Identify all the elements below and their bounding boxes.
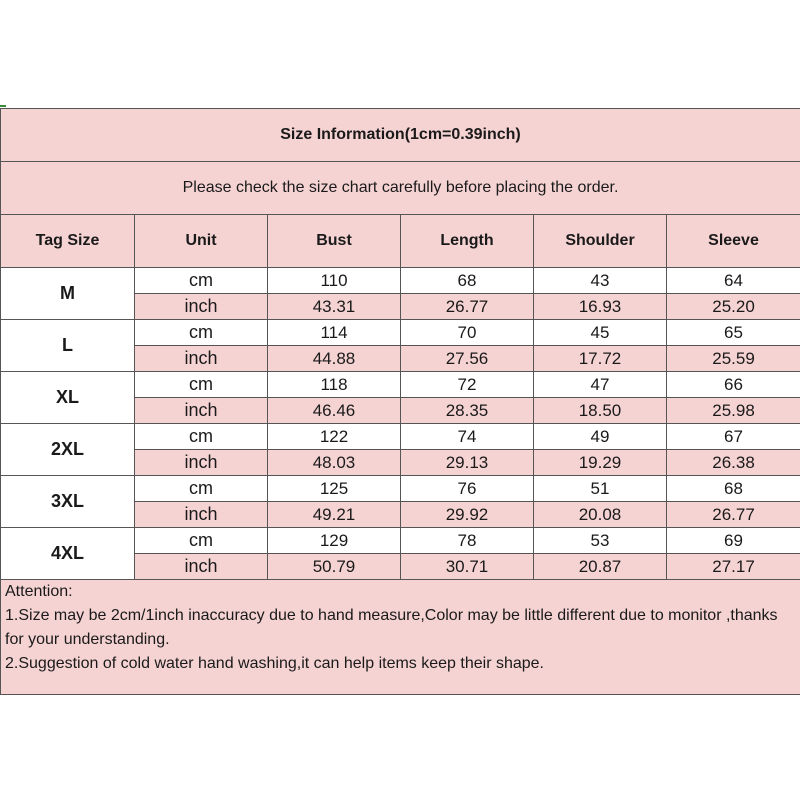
shoulder-cell: 18.50 xyxy=(534,398,667,424)
shoulder-cell: 43 xyxy=(534,268,667,294)
sleeve-cell: 69 xyxy=(667,528,800,554)
unit-cell: inch xyxy=(135,294,268,320)
sleeve-cell: 67 xyxy=(667,424,800,450)
bust-cell: 118 xyxy=(268,372,401,398)
unit-cell: cm xyxy=(135,372,268,398)
sleeve-cell: 25.98 xyxy=(667,398,800,424)
shoulder-cell: 49 xyxy=(534,424,667,450)
attention-heading: Attention: xyxy=(5,583,73,600)
shoulder-cell: 16.93 xyxy=(534,294,667,320)
length-cell: 74 xyxy=(401,424,534,450)
sleeve-cell: 26.77 xyxy=(667,502,800,528)
header-shoulder: Shoulder xyxy=(534,215,667,268)
shoulder-cell: 20.87 xyxy=(534,554,667,580)
attention-row xyxy=(1,580,800,695)
bust-cell: 129 xyxy=(268,528,401,554)
tag-size-cell: L xyxy=(1,320,135,372)
length-cell: 26.77 xyxy=(401,294,534,320)
header-unit: Unit xyxy=(135,215,268,268)
bust-cell: 44.88 xyxy=(268,346,401,372)
header-bust: Bust xyxy=(268,215,401,268)
header-length: Length xyxy=(401,215,534,268)
sleeve-cell: 66 xyxy=(667,372,800,398)
length-cell: 27.56 xyxy=(401,346,534,372)
size-row-cm xyxy=(1,268,800,294)
unit-cell: inch xyxy=(135,502,268,528)
sleeve-cell: 68 xyxy=(667,476,800,502)
attention-note-1: 1.Size may be 2cm/1inch inaccuracy due to hand measure,Color may be little different due to monitor ,thanks for your understanding. xyxy=(5,607,778,648)
unit-cell: cm xyxy=(135,320,268,346)
sleeve-cell: 64 xyxy=(667,268,800,294)
length-cell: 76 xyxy=(401,476,534,502)
size-chart-table xyxy=(0,108,800,695)
shoulder-cell: 20.08 xyxy=(534,502,667,528)
bust-cell: 43.31 xyxy=(268,294,401,320)
unit-cell: cm xyxy=(135,528,268,554)
unit-cell: inch xyxy=(135,450,268,476)
length-cell: 29.13 xyxy=(401,450,534,476)
header-row xyxy=(1,215,800,268)
length-cell: 29.92 xyxy=(401,502,534,528)
attention-note-2: 2.Suggestion of cold water hand washing,it can help items keep their shape. xyxy=(5,655,544,672)
shoulder-cell: 47 xyxy=(534,372,667,398)
bust-cell: 110 xyxy=(268,268,401,294)
unit-cell: cm xyxy=(135,424,268,450)
length-cell: 78 xyxy=(401,528,534,554)
sleeve-cell: 26.38 xyxy=(667,450,800,476)
sleeve-cell: 65 xyxy=(667,320,800,346)
top-accent-line xyxy=(0,105,6,107)
bust-cell: 114 xyxy=(268,320,401,346)
header-sleeve: Sleeve xyxy=(667,215,800,268)
bust-cell: 46.46 xyxy=(268,398,401,424)
shoulder-cell: 51 xyxy=(534,476,667,502)
chart-subtitle: Please check the size chart carefully before placing the order. xyxy=(1,162,800,215)
tag-size-cell: 2XL xyxy=(1,424,135,476)
length-cell: 28.35 xyxy=(401,398,534,424)
tag-size-cell: 4XL xyxy=(1,528,135,580)
size-row-cm xyxy=(1,320,800,346)
bust-cell: 122 xyxy=(268,424,401,450)
shoulder-cell: 17.72 xyxy=(534,346,667,372)
unit-cell: cm xyxy=(135,268,268,294)
length-cell: 70 xyxy=(401,320,534,346)
unit-cell: inch xyxy=(135,398,268,424)
unit-cell: inch xyxy=(135,554,268,580)
shoulder-cell: 53 xyxy=(534,528,667,554)
tag-size-cell: 3XL xyxy=(1,476,135,528)
tag-size-cell: XL xyxy=(1,372,135,424)
size-row-cm xyxy=(1,424,800,450)
bust-cell: 48.03 xyxy=(268,450,401,476)
length-cell: 68 xyxy=(401,268,534,294)
subtitle-row xyxy=(1,162,800,215)
shoulder-cell: 45 xyxy=(534,320,667,346)
sleeve-cell: 25.59 xyxy=(667,346,800,372)
chart-title: Size Information(1cm=0.39inch) xyxy=(1,109,800,162)
bust-cell: 49.21 xyxy=(268,502,401,528)
bust-cell: 125 xyxy=(268,476,401,502)
sleeve-cell: 25.20 xyxy=(667,294,800,320)
unit-cell: inch xyxy=(135,346,268,372)
header-tag-size: Tag Size xyxy=(1,215,135,268)
title-row xyxy=(1,109,800,162)
shoulder-cell: 19.29 xyxy=(534,450,667,476)
size-row-cm xyxy=(1,528,800,554)
size-row-cm xyxy=(1,372,800,398)
unit-cell: cm xyxy=(135,476,268,502)
size-row-cm xyxy=(1,476,800,502)
length-cell: 72 xyxy=(401,372,534,398)
length-cell: 30.71 xyxy=(401,554,534,580)
bust-cell: 50.79 xyxy=(268,554,401,580)
attention-notes xyxy=(1,580,800,695)
tag-size-cell: M xyxy=(1,268,135,320)
sleeve-cell: 27.17 xyxy=(667,554,800,580)
